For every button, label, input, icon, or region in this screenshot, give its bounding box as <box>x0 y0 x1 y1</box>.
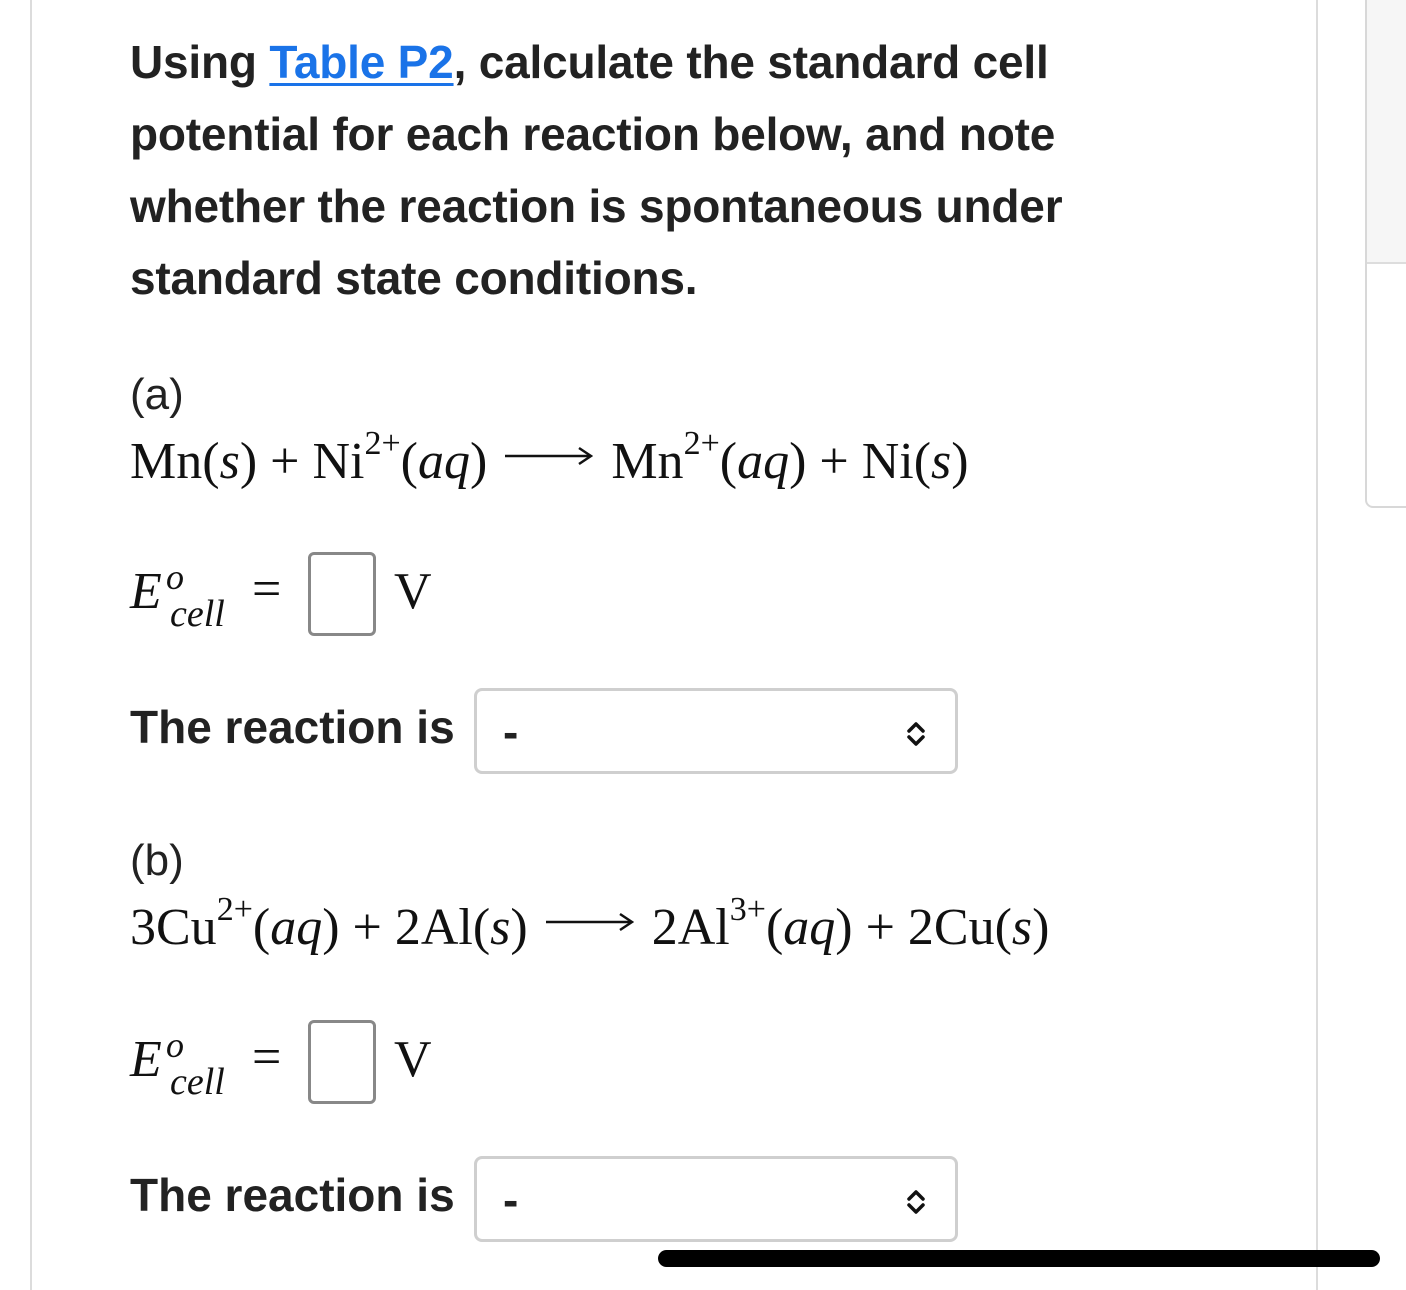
equation-term: ) + Ni <box>239 433 365 490</box>
equation-term: ( <box>765 899 784 956</box>
part-b-ecell <box>130 1025 470 1130</box>
reaction-label: The reaction is <box>130 701 455 753</box>
equation-italic-term: s <box>1011 899 1033 956</box>
ecell-input-b[interactable] <box>308 1020 376 1104</box>
charge-superscript: 3+ <box>729 891 766 928</box>
equation-italic-term: s <box>931 433 952 490</box>
chevron-up-down-icon <box>899 717 933 751</box>
equation-term: ) <box>951 433 969 490</box>
part-a-equation <box>130 425 969 491</box>
charge-superscript: 2+ <box>216 891 253 928</box>
equation-term: 3Cu <box>130 899 217 956</box>
part-a-label: (a) <box>130 370 184 419</box>
equation-italic-term: aq <box>417 433 470 490</box>
equation-italic-term: aq <box>783 899 836 956</box>
charge-superscript: 2+ <box>364 425 401 462</box>
ecell-equals: = <box>252 561 282 618</box>
ecell-superscript: o <box>166 557 184 597</box>
equation-italic-term: s <box>219 433 240 490</box>
ecell-symbol: E <box>130 563 162 620</box>
ecell-equals: = <box>252 1029 282 1086</box>
ecell-input-a[interactable] <box>308 552 376 636</box>
equation-term: ) <box>469 433 488 490</box>
ecell-superscript: o <box>166 1025 184 1065</box>
question-prefix: Using <box>130 36 270 88</box>
spontaneity-select-b[interactable] <box>474 1156 958 1242</box>
part-a-ecell <box>130 557 470 662</box>
equation-rhs <box>611 425 969 490</box>
part-b-label: (b) <box>130 836 184 885</box>
equation-term: ( <box>719 433 738 490</box>
equation-term: ) + Ni( <box>789 433 932 490</box>
reaction-arrow-icon <box>505 446 593 466</box>
equation-lhs <box>130 891 528 956</box>
equation-term: Mn <box>611 433 684 490</box>
ecell-symbol: E <box>130 1031 162 1088</box>
reaction-arrow-icon <box>546 912 634 932</box>
reaction-label: The reaction is <box>130 1169 455 1221</box>
ecell-unit: V <box>394 1031 432 1088</box>
table-p2-link[interactable]: Table P2 <box>269 36 454 88</box>
select-value: - <box>503 1174 519 1226</box>
ecell-subscript: cell <box>170 1061 225 1103</box>
equation-rhs <box>651 891 1050 956</box>
equation-italic-term: aq <box>270 899 323 956</box>
card-border-left <box>30 0 32 1290</box>
equation-term: ) <box>1032 899 1050 956</box>
card-border-right <box>1316 0 1318 1290</box>
equation-italic-term: aq <box>737 433 790 490</box>
equation-term: Mn( <box>130 433 220 490</box>
equation-term: ) + 2Al( <box>322 899 491 956</box>
chevron-up-down-icon <box>899 1185 933 1219</box>
equation-term: ( <box>252 899 271 956</box>
equation-term: ( <box>400 433 418 490</box>
equation-term: ) <box>510 899 528 956</box>
equation-term: ) + 2Cu( <box>835 899 1012 956</box>
side-panel-header <box>1367 0 1406 264</box>
side-panel[interactable] <box>1365 0 1406 508</box>
equation-lhs <box>130 425 488 490</box>
charge-superscript: 2+ <box>683 425 720 462</box>
part-b-equation <box>130 891 1050 957</box>
question-text <box>130 26 1130 314</box>
select-value: - <box>503 706 519 758</box>
ecell-unit: V <box>394 563 432 620</box>
equation-term: 2Al <box>651 899 730 956</box>
spontaneity-select-a[interactable] <box>474 688 958 774</box>
ecell-subscript: cell <box>170 593 225 635</box>
equation-italic-term: s <box>490 899 511 956</box>
home-indicator-bar[interactable] <box>658 1250 1380 1267</box>
question-suffix: , calculate the standard cell potential for each reaction below, and note whether the reaction is spontaneous under standard state conditions. <box>130 36 1063 304</box>
